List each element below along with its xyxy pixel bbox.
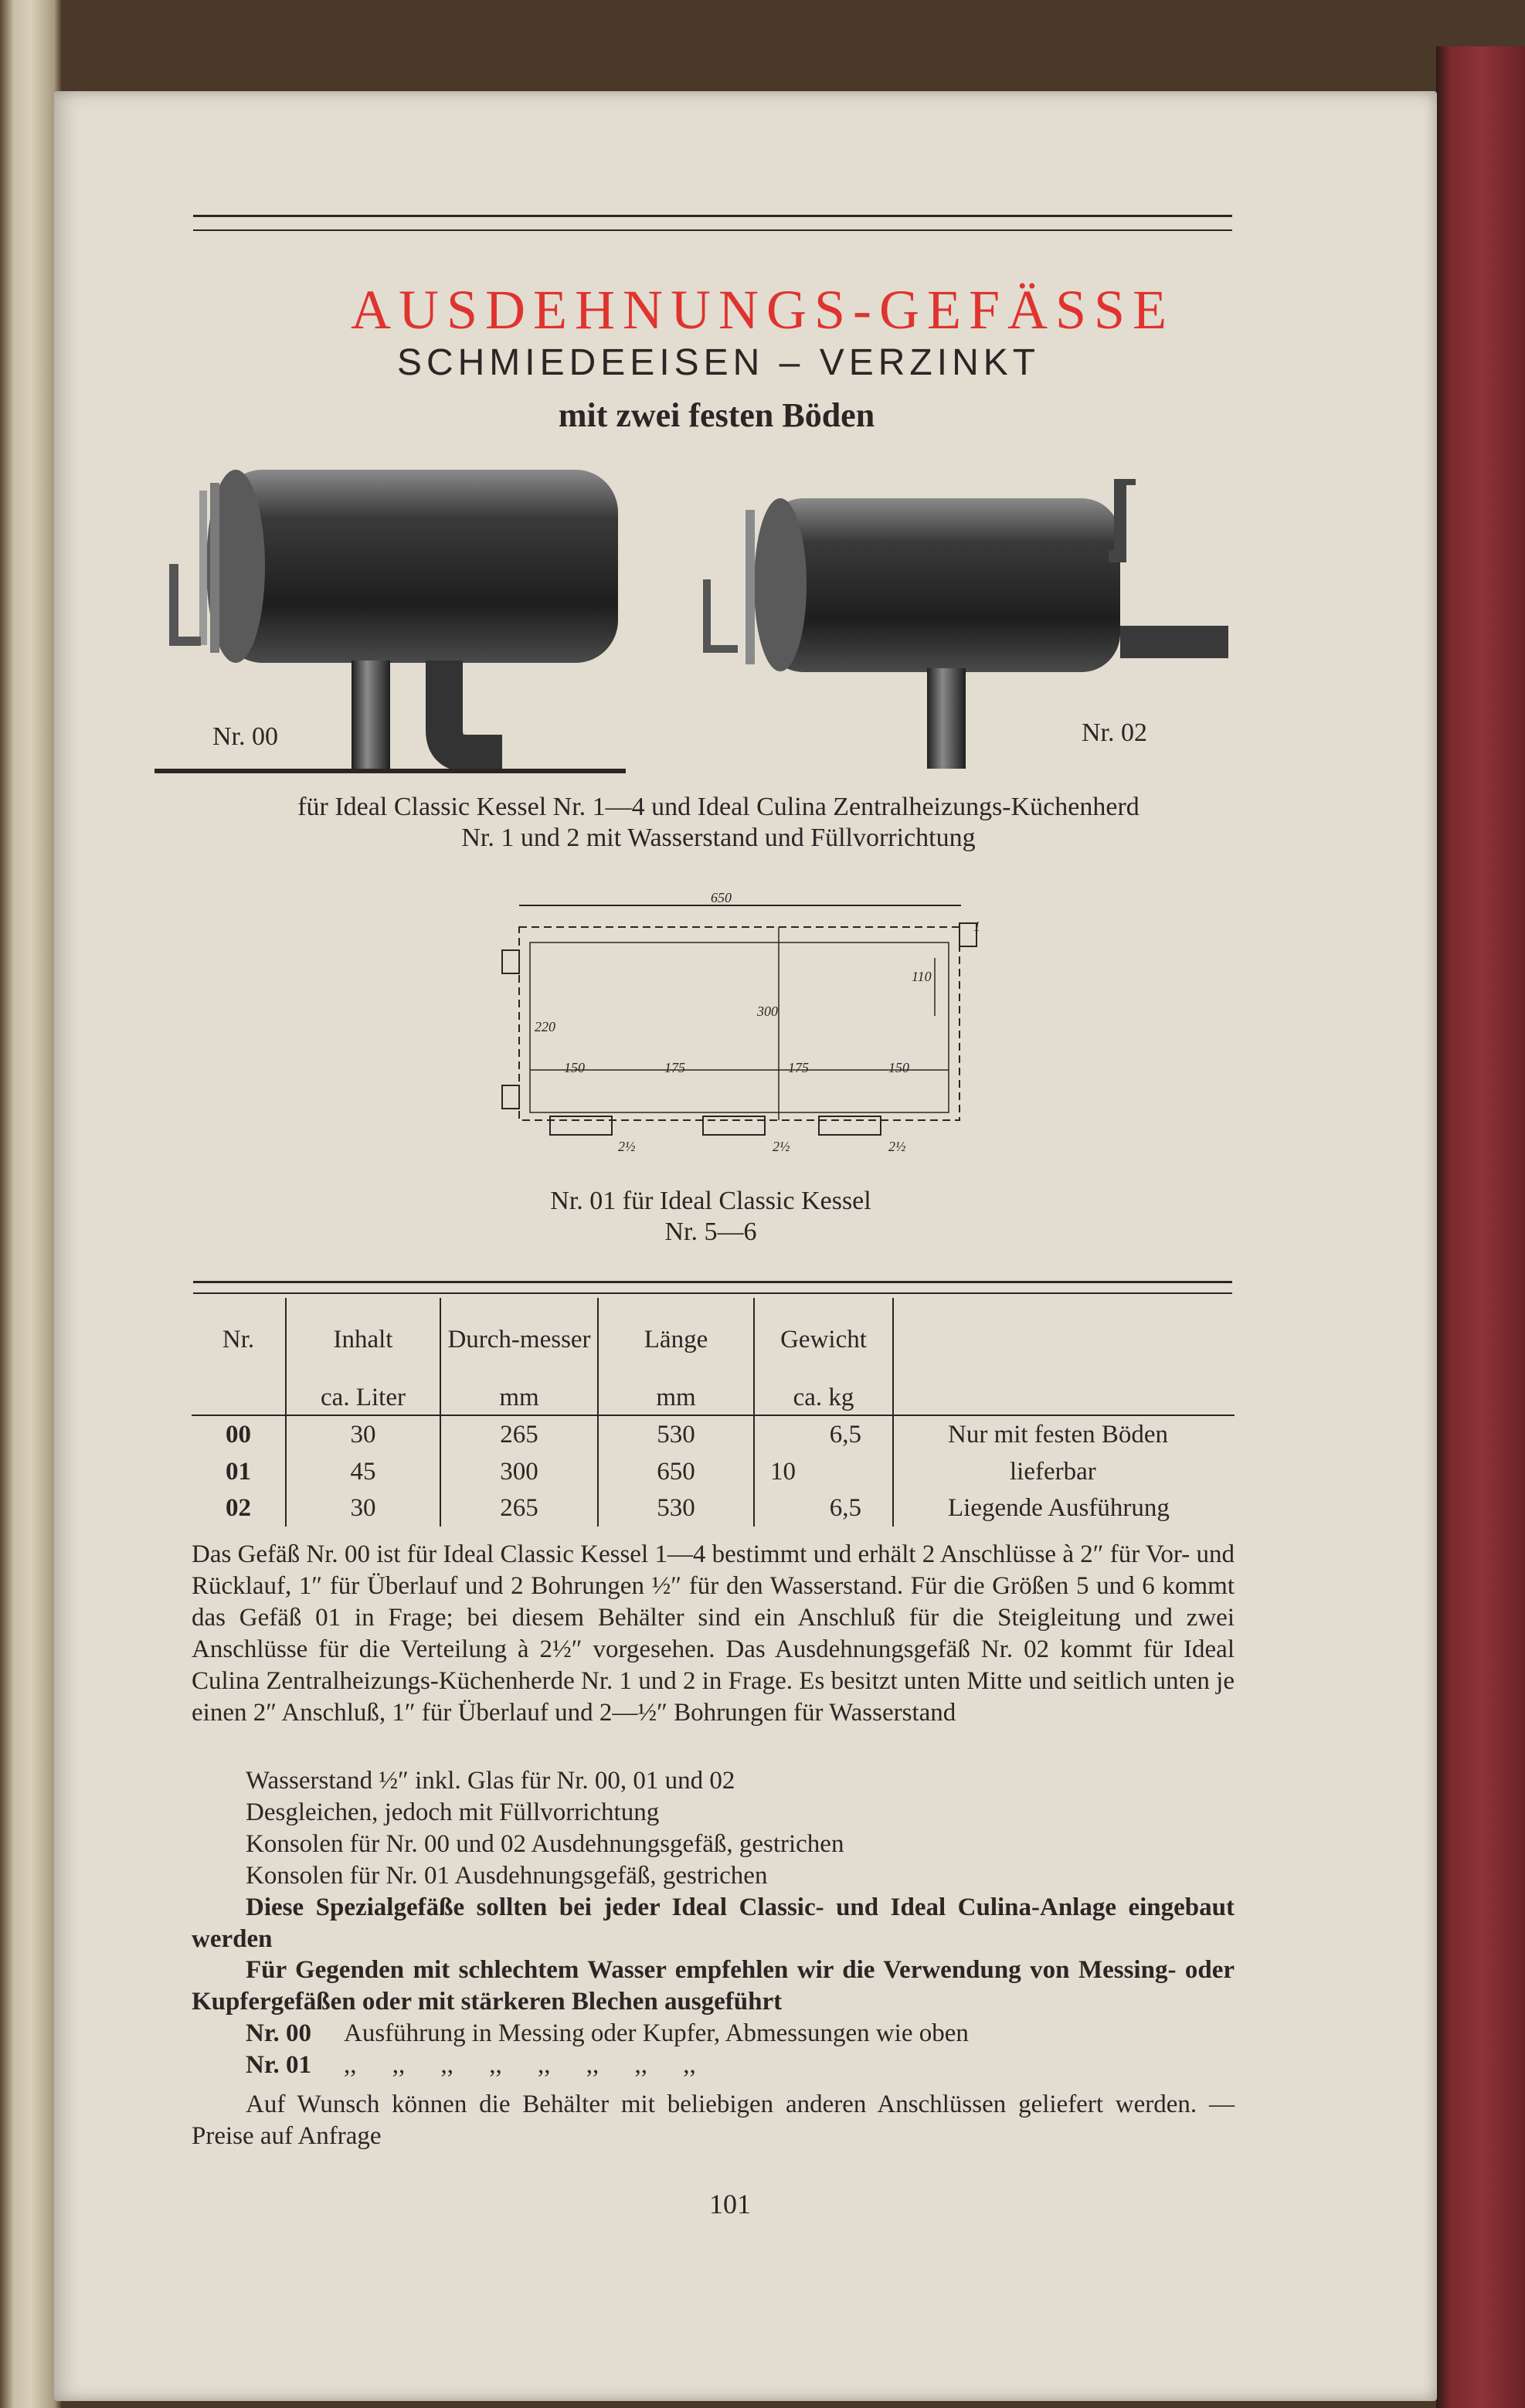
recommendation-note: Diese Spezialgefäße sollten bei jeder Ideal Classic- und Ideal Culina-Anlage eingebaut werden: [192, 1893, 1235, 1953]
table-units-row: [192, 1381, 1235, 1415]
unit-nr: [192, 1381, 286, 1415]
header-durchmesser: Durch-messer: [440, 1298, 598, 1381]
book-cover-edge: [1436, 46, 1525, 2408]
cell-inhalt: 30: [286, 1415, 440, 1454]
cell-nr: 01: [192, 1454, 286, 1489]
note-line1: Nur mit festen Böden: [948, 1421, 1169, 1449]
cell-gewicht: 6,5: [754, 1489, 893, 1527]
tanks-caption-line2: Nr. 1 und 2 mit Wasserstand und Füllvorrichtung: [461, 824, 976, 852]
dim-right: 110: [912, 969, 932, 984]
page-subtitle-2: mit zwei festen Böden: [558, 396, 875, 434]
dim-p2: 2½: [773, 1139, 790, 1154]
cell-durchmesser: 300: [440, 1454, 598, 1489]
specs-table: [192, 1298, 1235, 1527]
header-inhalt: Inhalt: [286, 1298, 440, 1381]
dim-total: 650: [711, 890, 732, 905]
variant-nr00-label: Nr. 00: [246, 2019, 311, 2047]
item-wasserstand: Wasserstand ½″ inkl. Glas für Nr. 00, 01 und 02: [246, 1767, 735, 1795]
drawing-caption-line2: Nr. 5—6: [664, 1218, 757, 1246]
dim-left: 220: [535, 1019, 555, 1034]
item-konsolen-00-02: Konsolen für Nr. 00 und 02 Ausdehnungsgefäß, gestrichen: [246, 1830, 844, 1858]
cell-inhalt: 30: [286, 1489, 440, 1527]
cell-laenge: 650: [598, 1454, 754, 1489]
variant-nr01-ditto: ,, ,, ,, ,, ,, ,, ,, ,,: [344, 2051, 696, 2079]
closing-note: Auf Wunsch können die Behälter mit beliebigen anderen Anschlüssen geliefert werden. — Preise auf Anfrage: [192, 2090, 1235, 2150]
cell-nr: 02: [192, 1489, 286, 1527]
header-note: [893, 1298, 1235, 1381]
tank-02-illustration: [691, 479, 1232, 773]
note-line2: lieferbar: [1010, 1457, 1096, 1486]
cell-durchmesser: 265: [440, 1415, 598, 1454]
page-title: AUSDEHNUNGS-GEFÄSSE: [350, 279, 1175, 341]
item-fuellvorrichtung: Desgleichen, jedoch mit Füllvorrichtung: [246, 1798, 660, 1826]
header-nr: Nr.: [192, 1298, 286, 1381]
header-laenge: Länge: [598, 1298, 754, 1381]
table-row: [192, 1489, 1235, 1527]
dim-c: 175: [788, 1060, 809, 1075]
cell-inhalt: 45: [286, 1454, 440, 1489]
variant-nr00-text: Ausführung in Messing oder Kupfer, Abmessungen wie oben: [344, 2019, 969, 2047]
page-number: 101: [709, 2189, 751, 2220]
dim-b: 175: [664, 1060, 685, 1075]
page-subtitle: SCHMIEDEEISEN – VERZINKT: [396, 342, 1041, 383]
dim-d: 150: [888, 1060, 909, 1075]
cell-durchmesser: 265: [440, 1489, 598, 1527]
dim-p3: 2½: [888, 1139, 906, 1154]
water-quality-note: Für Gegenden mit schlechtem Wasser empfehlen wir die Verwendung von Messing- oder Kupfergefäßen oder mit stärkeren Blechen ausgeführt: [192, 1956, 1235, 2016]
drawing-caption-line1: Nr. 01 für Ideal Classic Kessel: [550, 1187, 871, 1215]
dim-top: 1: [973, 919, 980, 934]
unit-inhalt: ca. Liter: [286, 1381, 440, 1415]
top-double-rule: [193, 215, 1232, 231]
table-top-rule: [193, 1281, 1232, 1294]
header-gewicht: Gewicht: [754, 1298, 893, 1381]
tank-02-label: Nr. 02: [1082, 718, 1147, 747]
item-konsolen-01: Konsolen für Nr. 01 Ausdehnungsgefäß, gestrichen: [246, 1862, 768, 1890]
unit-gewicht: ca. kg: [754, 1381, 893, 1415]
table-row: [192, 1415, 1235, 1454]
unit-durchmesser: mm: [440, 1381, 598, 1415]
cell-nr: 00: [192, 1415, 286, 1454]
dim-height: 300: [757, 1004, 778, 1019]
cell-gewicht: 10: [754, 1454, 893, 1489]
table-header-row: [192, 1298, 1235, 1381]
tanks-caption-line1: für Ideal Classic Kessel Nr. 1—4 und Ideal Culina Zentralheizungs-Küchenherd: [297, 793, 1140, 821]
tank-00-label: Nr. 00: [212, 722, 278, 751]
cell-laenge: 530: [598, 1489, 754, 1527]
tank-01-drawing: [479, 888, 1020, 1167]
note-line3: Liegende Ausführung: [948, 1493, 1170, 1522]
cell-gewicht: 6,5: [754, 1415, 893, 1454]
dim-p1: 2½: [618, 1139, 636, 1154]
dim-a: 150: [564, 1060, 585, 1075]
unit-laenge: mm: [598, 1381, 754, 1415]
variant-nr01-label: Nr. 01: [246, 2051, 311, 2079]
cell-laenge: 530: [598, 1415, 754, 1454]
description-paragraph: Das Gefäß Nr. 00 ist für Ideal Classic Kessel 1—4 bestimmt und erhält 2 Anschlüsse à 2″ für Vor- und Rücklauf, 1″ für Überlauf und 2 Bohrungen ½″ für den Wasserstand. Für die Größen 5 und 6 kommt das Gefäß 01 in Frage; bei diesem Behälter sind ein Anschluß für die Steigleitung und zwei Anschlüsse für die Verteilung à 2½″ vorgesehen. Das Ausdehnungsgefäß Nr. 02 kommt für Ideal Culina Zentralheizungs-Küchenherde Nr. 1 und 2 in Frage. Es besitzt unten Mitte und seitlich unten je einen 2″ Anschluß, 1″ für Überlauf und 2—½″ Bohrungen für Wasserstand: [192, 1540, 1235, 1727]
table-row: [192, 1454, 1235, 1489]
